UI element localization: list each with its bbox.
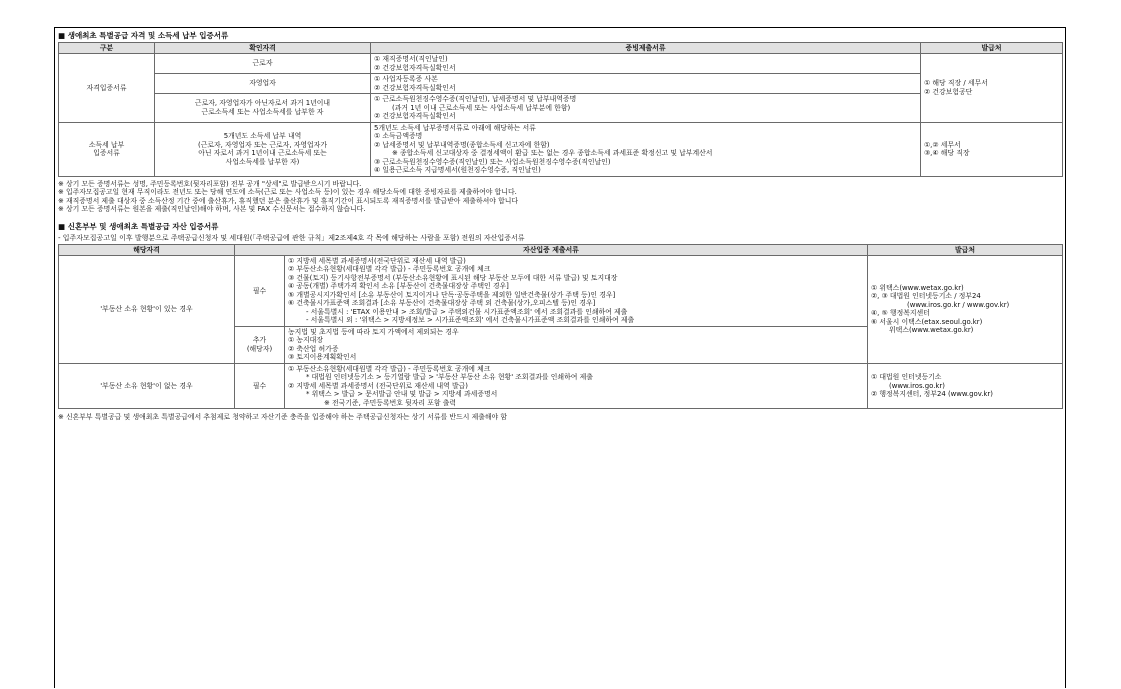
documents-cell: ① 근로소득원천징수영수증(직인날인), 납세증명서 및 납부내역증명 (과거 1년 이내 근로소득세 또는 사업소득세 납부분에 한함) ② 건강보험자격득실확인서 — [371, 94, 921, 123]
header-category: 구분 — [59, 43, 155, 54]
required-label: 필수 — [235, 255, 285, 326]
qualification-cell: 자영업자 — [155, 74, 371, 94]
table-row — [59, 122, 1063, 176]
issuer-cell: ① 위택스(www.wetax.go.kr) ②, ③ 대법원 인터넷등기소 / 정부24 (www.iros.go.kr / www.gov.kr) ④, ⑤ 행정복지센터 ⑥ 서울시 이택스(etax.seoul.go.kr) 위택스(www.wetax.go.kr) — [868, 255, 1063, 363]
documents-cell: ① 재직증명서(직인날인) ② 건강보험자격득실확인서 — [371, 54, 921, 74]
document-content — [58, 30, 1062, 422]
final-note: ※ 신혼부부 특별공급 및 생애최초 특별공급에서 추첨제로 청약하고 자산기준 충족을 입증해야 하는 주택공급신청자는 상기 서류를 반드시 제출해야 함 — [58, 413, 508, 422]
documents-cell: ① 사업자등록증 사본 ② 건강보험자격득실확인서 — [371, 74, 921, 94]
table-row — [59, 94, 1063, 123]
note-line: ※ 재직증명서 제출 대상자 중 소득산정 기간 중에 출산휴가, 휴직했던 분은 출산휴가 및 휴직기간이 표시되도록 재직증명서를 발급받아 제출하셔야 합니다 — [58, 196, 519, 205]
section2-title: ■ 신혼부부 및 생애최초 특별공급 자산 입증서류 — [58, 221, 219, 231]
table-row — [59, 255, 1063, 326]
issuer-cell: ① 대법원 인터넷등기소 (www.iros.go.kr) ② 행정복지센터, 정부24 (www.gov.kr) — [868, 363, 1063, 409]
table-row — [59, 74, 1063, 94]
header-documents: 증빙제출서류 — [371, 43, 921, 54]
eligibility-cell: '부동산 소유 현황'이 없는 경우 — [59, 363, 235, 409]
eligibility-cell: '부동산 소유 현황'이 있는 경우 — [59, 255, 235, 363]
section1-title: ■ 생애최초 특별공급 자격 및 소득세 납부 입증서류 — [58, 31, 229, 40]
documents-cell: 5개년도 소득세 납부증명서류로 아래에 해당하는 서류 ① 소득금액증명 ② 납세증명서 및 납부내역증명(종합소득세 신고자에 한함) ※ 종합소득세 신고대상자 중 결정세액이 환급 또는 없는 경우 종합소득세 과세표준 확정신고 및 납부계산서 ③ 근로소득원천징수영수증(직인날인) 또는 사업소득원천징수영수증(직인날인) ④ 일용근로소득 지급명세서(원천징수영수증, 직인날인) — [371, 122, 921, 176]
table-header-row — [59, 244, 1063, 255]
document-page — [54, 27, 1066, 688]
qualification-cell: 근로자, 자영업자가 아닌자로서 과거 1년이내 근로소득세 또는 사업소득세를 납부한 자 — [155, 94, 371, 123]
table-header-row — [59, 43, 1063, 54]
issuer-cell: ① 해당 직장 / 세무서 ② 건강보험공단 — [921, 54, 1063, 123]
header-issuer: 발급처 — [921, 43, 1063, 54]
header-eligibility: 해당자격 — [59, 244, 235, 255]
additional-label: 추가 (해당자) — [235, 326, 285, 363]
note-line: ※ 상기 모든 증명서류는 원본을 제출(직인날인)해야 하며, 사본 및 FAX 수신문서는 접수하지 않습니다. — [58, 205, 366, 214]
table-row — [59, 54, 1063, 74]
qualification-cell: 근로자 — [155, 54, 371, 74]
asset-table — [58, 244, 1063, 410]
issuer-cell: ①,② 세무서 ③,④ 해당 직장 — [921, 122, 1063, 176]
header-qualification: 확인자격 — [155, 43, 371, 54]
note-line: ※ 입주자모집공고일 현재 무직이라도 전년도 또는 당해 연도에 소득(근로 또는 사업소득 등)이 있는 경우 해당소득에 대한 증빙자료를 제출하여야 합니다. — [58, 188, 517, 197]
documents-cell: ① 부동산소유현황(세대원별 각각 발급) - 주민등록번호 공개에 체크 * 대법원 인터넷등기소 > 등기열람 발급 > '부동산 부동산 소유 현황' 조회결과를 인쇄하여 제출 ② 지방세 세목별 과세증명서 (전국단위로 재산세 내역 발급) * 위택스 > 발급 > 문서발급 안내 및 발급 > 지방세 과세증명서 ※ 전국기준, 주민등록번호 뒷자리 포함 출력 — [285, 363, 868, 409]
documents-cell: 농지법 및 초지법 등에 따라 토지 가액에서 제외되는 경우 ① 농지대장 ② 축산업 허가증 ③ 토지이용계획확인서 — [285, 326, 868, 363]
documents-cell: ① 지방세 세목별 과세증명서(전국단위로 재산세 내역 발급) ② 부동산소유현황(세대원별 각각 발급) - 주민등록번호 공개에 체크 ③ 건물(토지) 등기사항전부증명서 (부동산소유현황에 표시된 해당 부동산 모두에 대한 서류 발급) 및 토지대장 ④ 공동(개별) 주택가격 확인서 소유 [부동산이 건축물대장상 주택인 경우] ⑤ 개별공시지가확인서 [소유 부동산이 토지이거나 단독·공동주택을 제외한 일반건축물(상가 주택 등)인 경우] ⑥ 건축물시가표준액 조회결과 [소유 부동산이 건축물대장상 주택 외 건축물(상가,오피스텔 등)인 경우] - 서울특별시 : 'ETAX 이용안내 > 조회/발급 > 주택외건물 시가표준액조회' 에서 조회결과를 인쇄하여 제출 - 서울특별시 외 : '위택스 > 지방세정보 > 시가표준액조회' 에서 건축물시가표준액 조회결과를 인쇄하여 제출 — [285, 255, 868, 326]
required-label: 필수 — [235, 363, 285, 409]
qualification-cell: 5개년도 소득세 납부 내역 (근로자, 자영업자 또는 근로자, 자영업자가 아닌 자로서 과거 1년이내 근로소득세 또는 사업소득세를 납부한 자) — [155, 122, 371, 176]
group-label: 자격입증서류 — [59, 54, 155, 123]
eligibility-table — [58, 42, 1063, 177]
table-row — [59, 363, 1063, 409]
header-asset-documents: 자산입증 제출서류 — [235, 244, 868, 255]
group-label: 소득세 납부 입증서류 — [59, 122, 155, 176]
notes-block — [58, 180, 1062, 214]
section2-subtitle: - 입주자모집공고일 이후 발행분으로 주택공급신청자 및 세대원(「주택공급에 관한 규칙」제2조제4호 각 목에 해당하는 사람을 포함) 전원의 자산입증서류 — [58, 233, 525, 242]
header-issuer: 발급처 — [868, 244, 1063, 255]
note-line: ※ 상기 모든 증명서류는 성명, 주민등록번호(뒷자리포함) 전부 공개 "상세"로 발급받으시기 바랍니다. — [58, 179, 362, 188]
